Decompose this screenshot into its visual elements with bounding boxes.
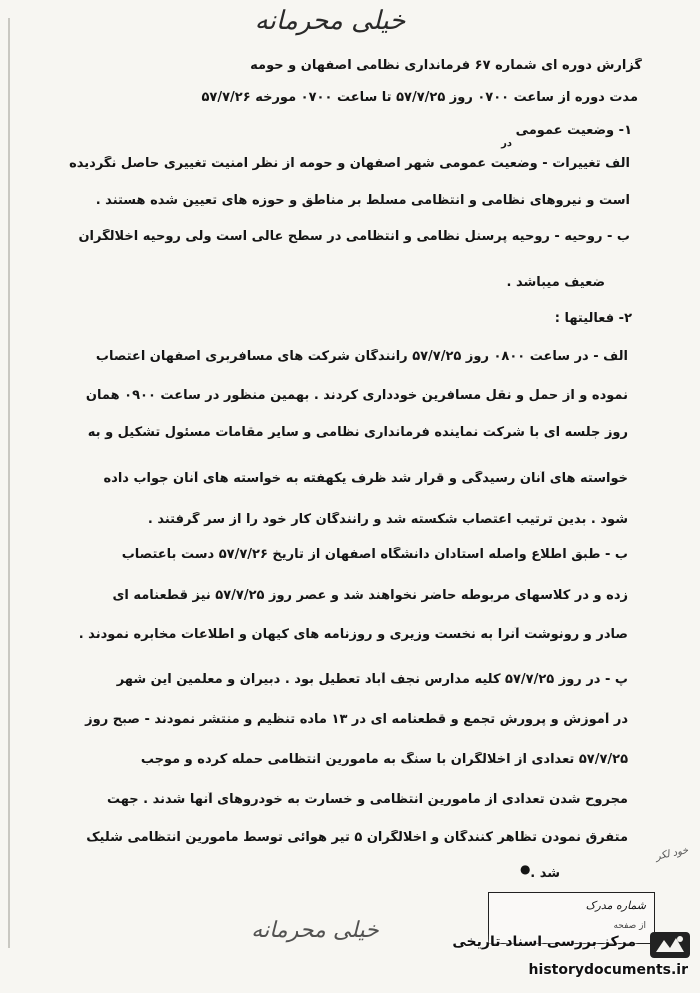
section2-line: ۵۷/۷/۲۵ تعدادی از اخلالگران با سنگ به مامورین انتظامی حمله کرده و موجب — [140, 752, 628, 767]
section1-inserted-word: در — [501, 138, 512, 149]
section2-line: صادر و رونوشت آنرا به نخست وزیری و روزنامه های کیهان و اطلاعات مخابره نمودند . — [78, 627, 628, 642]
report-title: گزارش دوره ای شماره ۶۷ فرمانداری نظامی اصفهان و حومه — [250, 58, 642, 73]
archive-watermark — [420, 930, 692, 988]
report-period: مدت دوره از ساعت ۰۷۰۰ روز ۵۷/۷/۲۵ تا ساعت ۰۷۰۰ مورخه ۵۷/۷/۲۶ — [201, 90, 638, 105]
margin-handwritten-note: خود لکر — [654, 845, 690, 863]
watermark-url: historydocuments.ir — [528, 962, 688, 978]
archive-logo-icon — [648, 930, 692, 960]
section1-line: است و نیروهای نظامی و انتظامی مسلط بر مناطق و حوزه های تعیین شده هستند . — [95, 193, 630, 208]
section2-line: شد . — [530, 866, 560, 881]
section2-line: پ - در روز ۵۷/۷/۲۵ کلیه مدارس نجف آباد تعطیل بود . دبیران و معلمین این شهر — [116, 672, 628, 687]
end-mark: ● — [520, 862, 531, 876]
handwritten-classification-bottom: خیلی محرمانه — [251, 918, 379, 943]
scan-margin-line — [8, 18, 10, 948]
section1-line: ضعیف میباشد . — [506, 275, 605, 290]
section2-line: خواسته های آنان رسیدگی و قرار شد ظرف یکهفته به خواسته های آنان جواب داده — [103, 471, 628, 486]
section2-heading: ۲- فعالیتها : — [554, 311, 632, 326]
section2-line: نموده و از حمل و نقل مسافرین خودداری کردند . بهمین منظور در ساعت ۰۹۰۰ همان — [85, 388, 628, 403]
section1-line: ب - روحیه - روحیه پرسنل نظامی و انتظامی در سطح عالی است ولی روحیه اخلالگران — [78, 229, 630, 244]
section2-line: متفرق نمودن تظاهر کنندگان و اخلالگران ۵ تیر هوائی توسط مامورین انتظامی شلیک — [86, 830, 628, 845]
section2-line: شود . بدین ترتیب اعتصاب شکسته شد و رانندگان کار خود را از سر گرفتند . — [147, 512, 628, 527]
stamp-label: شماره مدرک — [585, 899, 646, 912]
watermark-title: مرکز بررسی اسناد تاریخی — [452, 934, 636, 950]
stamp-sub-label: از صفحه — [613, 921, 646, 931]
section2-line: روز جلسه ای با شرکت نماینده فرمانداری نظامی و سایر مقامات مسئول تشکیل و به — [87, 425, 628, 440]
section2-line: زده و در کلاسهای مربوطه حاضر نخواهند شد و عصر روز ۵۷/۷/۲۵ نیز قطعنامه ای — [112, 588, 628, 603]
handwritten-classification-top: خیلی محرمانه — [254, 6, 406, 36]
section2-line: الف - در ساعت ۰۸۰۰ روز ۵۷/۷/۲۵ رانندگان شرکت های مسافربری اصفهان اعتصاب — [95, 349, 628, 364]
section1-line: الف تغییرات - وضعیت عمومی شهر اصفهان و حومه از نظر امنیت تغییری حاصل نگردیده — [69, 156, 630, 171]
section2-line: ب - طبق اطلاع واصله استادان دانشگاه اصفهان از تاریخ ۵۷/۷/۲۶ دست باعتصاب — [121, 547, 628, 562]
section2-line: در آموزش و پرورش تجمع و قطعنامه ای در ۱۳ ماده تنظیم و منتشر نمودند - صبح روز — [85, 712, 628, 727]
section2-line: مجروح شدن تعدادی از مامورین انتظامی و خسارت به خودروهای آنها شدند . جهت — [106, 792, 628, 807]
section1-heading: ۱- وضعیت عمومی — [515, 123, 632, 138]
